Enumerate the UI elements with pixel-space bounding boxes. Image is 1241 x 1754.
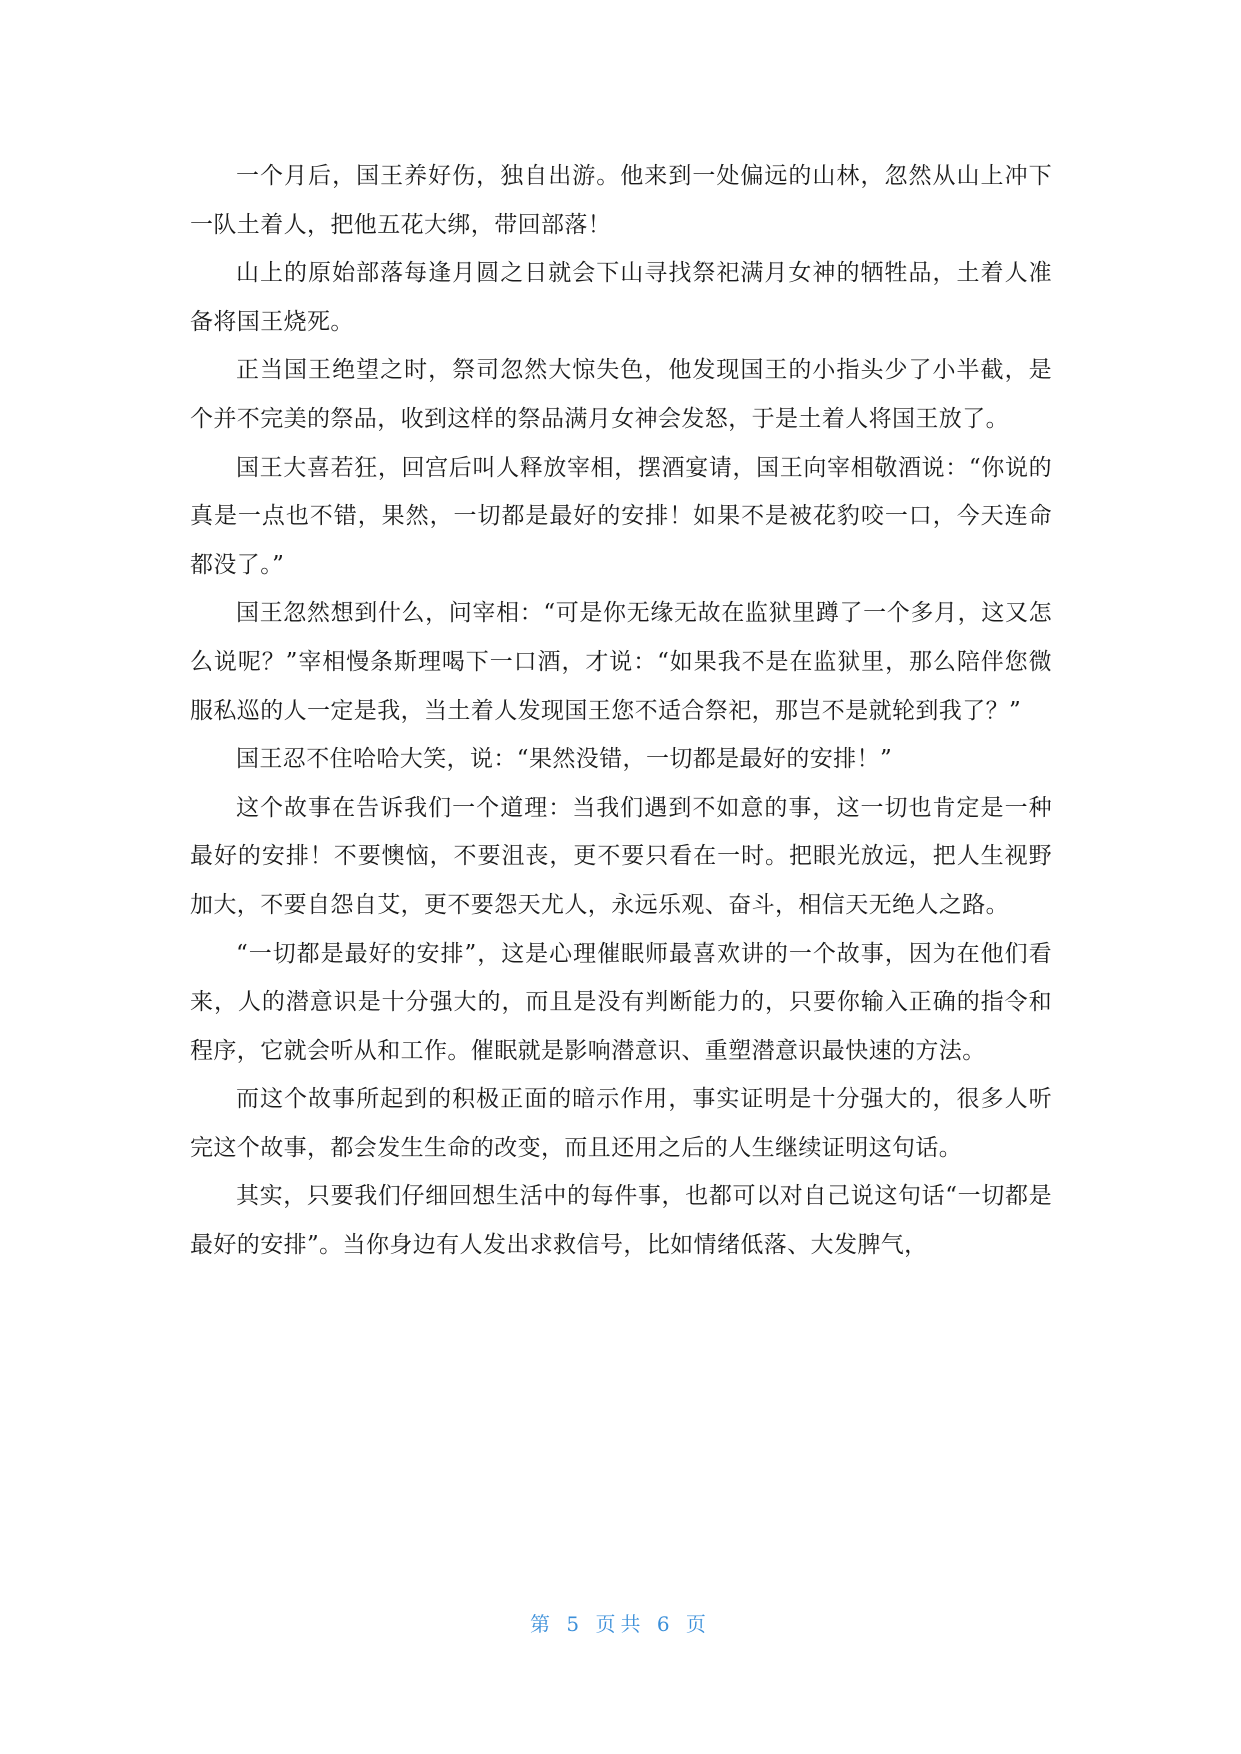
page-number-label: 第 5 页共 6 页 — [530, 1612, 711, 1636]
paragraph: 国王大喜若狂，回宫后叫人释放宰相，摆酒宴请，国王向宰相敬酒说：“你说的真是一点也不错，果然，一切都是最好的安排！如果不是被花豹咬一口，今天连命都没了。” — [190, 454, 1052, 578]
paragraph: “一切都是最好的安排”，这是心理催眠师最喜欢讲的一个故事，因为在他们看来，人的潜意识是十分强大的，而且是没有判断能力的，只要你输入正确的指令和程序，它就会听从和工作。催眠就是影响潜意识、重塑潜意识最快速的方法。 — [190, 940, 1052, 1064]
paragraph: 而这个故事所起到的积极正面的暗示作用，事实证明是十分强大的，很多人听完这个故事，都会发生生命的改变，而且还用之后的人生继续证明这句话。 — [190, 1086, 1052, 1161]
page-footer — [0, 1608, 1241, 1637]
paragraph: 其实，只要我们仔细回想生活中的每件事，也都可以对自己说这句话“一切都是最好的安排”。当你身边有人发出求救信号，比如情绪低落、大发脾气， — [190, 1183, 1052, 1259]
paragraph: 一个月后，国王养好伤，独自出游。他来到一处偏远的山林，忽然从山上冲下一队土着人，把他五花大绑，带回部落！ — [190, 163, 1052, 238]
paragraph: 国王忍不住哈哈大笑，说：“果然没错，一切都是最好的安排！” — [236, 746, 893, 773]
document-body — [190, 152, 1052, 1270]
paragraph: 山上的原始部落每逢月圆之日就会下山寻找祭祀满月女神的牺牲品，土着人准备将国王烧死。 — [190, 260, 1052, 335]
paragraph: 正当国王绝望之时，祭司忽然大惊失色，他发现国王的小指头少了小半截，是个并不完美的祭品，收到这样的祭品满月女神会发怒，于是土着人将国王放了。 — [190, 357, 1052, 432]
paragraph: 这个故事在告诉我们一个道理：当我们遇到不如意的事，这一切也肯定是一种最好的安排！不要懊恼，不要沮丧，更不要只看在一时。把眼光放远，把人生视野加大，不要自怨自艾，更不要怨天尤人，永远乐观、奋斗，相信天无绝人之路。 — [190, 794, 1052, 918]
paragraph: 国王忽然想到什么，问宰相：“可是你无缘无故在监狱里蹲了一个多月，这又怎么说呢？”宰相慢条斯理喝下一口酒，才说：“如果我不是在监狱里，那么陪伴您微服私巡的人一定是我，当土着人发现国王您不适合祭祀，那岂不是就轮到我了？” — [190, 600, 1052, 724]
